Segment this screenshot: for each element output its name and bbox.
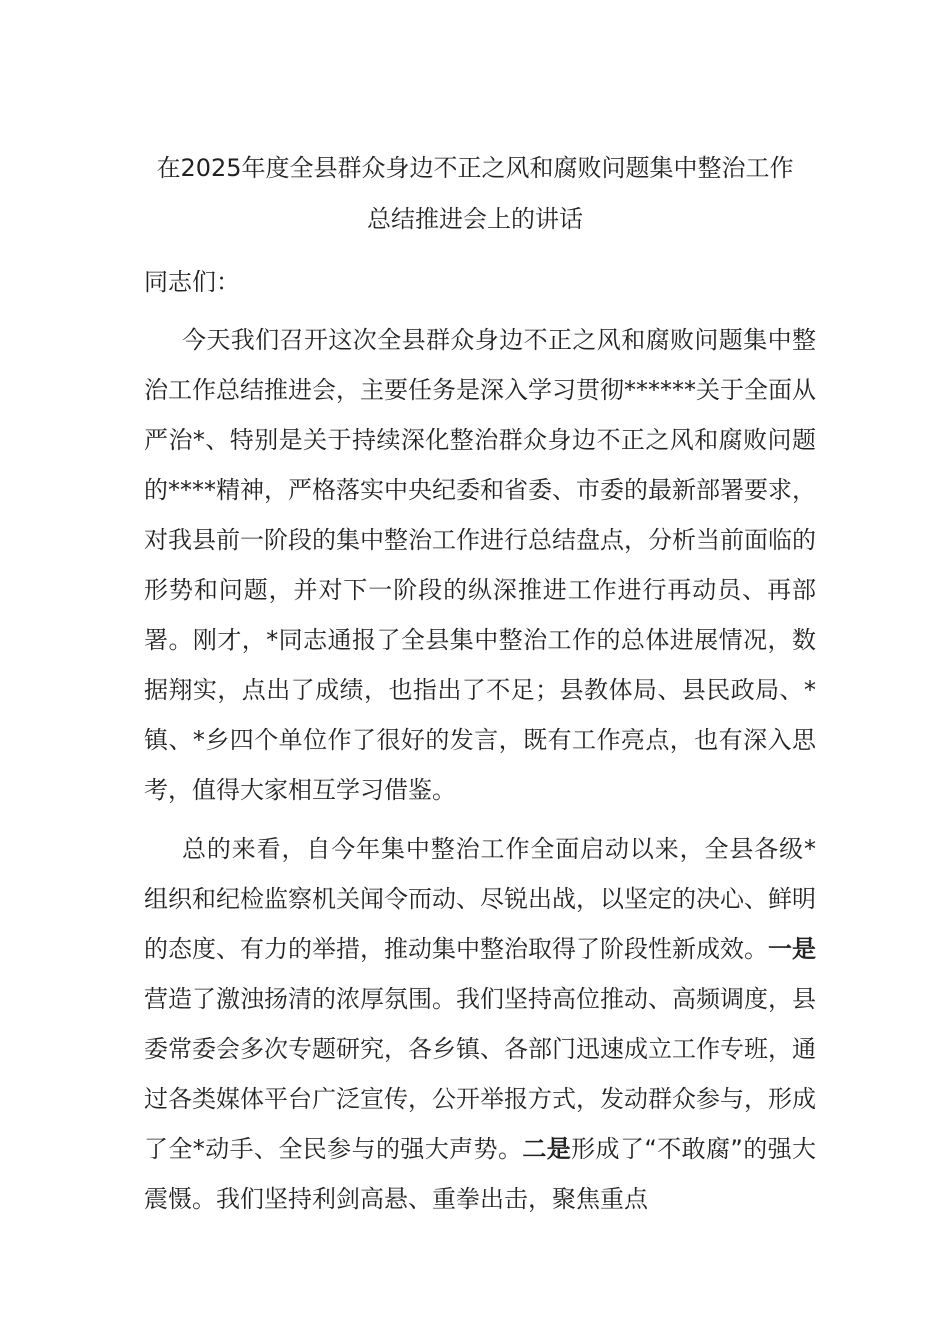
salutation: 同志们： [144,268,240,296]
point-2-label: 二是 [522,1135,572,1163]
point-1-label: 一是 [768,935,816,963]
document-title-line-2: 总结推进会上的讲话 [367,205,583,233]
point-1-text: 营造了激浊扬清的浓厚氛围。我们坚持高位推动、高频调度，县委常委会多次专题研究，各乡镇、各部门迅速成立工作专班，通过各类媒体平台广泛宣传，公开举报方式，发动群众参与，形成了全*动手、全民参与的强大声势。 [144,985,816,1163]
paragraph-2-intro: 总的来看，自今年集中整治工作全面启动以来，全县各级*组织和纪检监察机关闻令而动、尽锐出战，以坚定的决心、鲜明的态度、有力的举措，推动集中整治取得了阶段性新成效。 [144,835,816,963]
paragraph-2 [144,824,816,1224]
point-2-text: 形成了“不敢腐”的强大震慑。我们坚持利剑高悬、重拳出击，聚焦重点 [144,1135,816,1213]
paragraph-1: 今天我们召开这次全县群众身边不正之风和腐败问题集中整治工作总结推进会，主要任务是深入学习贯彻******关于全面从严治*、特别是关于持续深化整治群众身边不正之风和腐败问题的****精神，严格落实中央纪委和省委、市委的最新部署要求，对我县前一阶段的集中整治工作进行总结盘点，分析当前面临的形势和问题，并对下一阶段的纵深推进工作进行再动员、再部署。刚才，*同志通报了全县集中整治工作的总体进展情况，数据翔实，点出了成绩，也指出了不足；县教体局、县民政局、*镇、*乡四个单位作了很好的发言，既有工作亮点，也有深入思考，值得大家相互学习借鉴。 [144,326,816,804]
document-title-line-1: 在2025年度全县群众身边不正之风和腐败问题集中整治工作 [156,154,794,182]
